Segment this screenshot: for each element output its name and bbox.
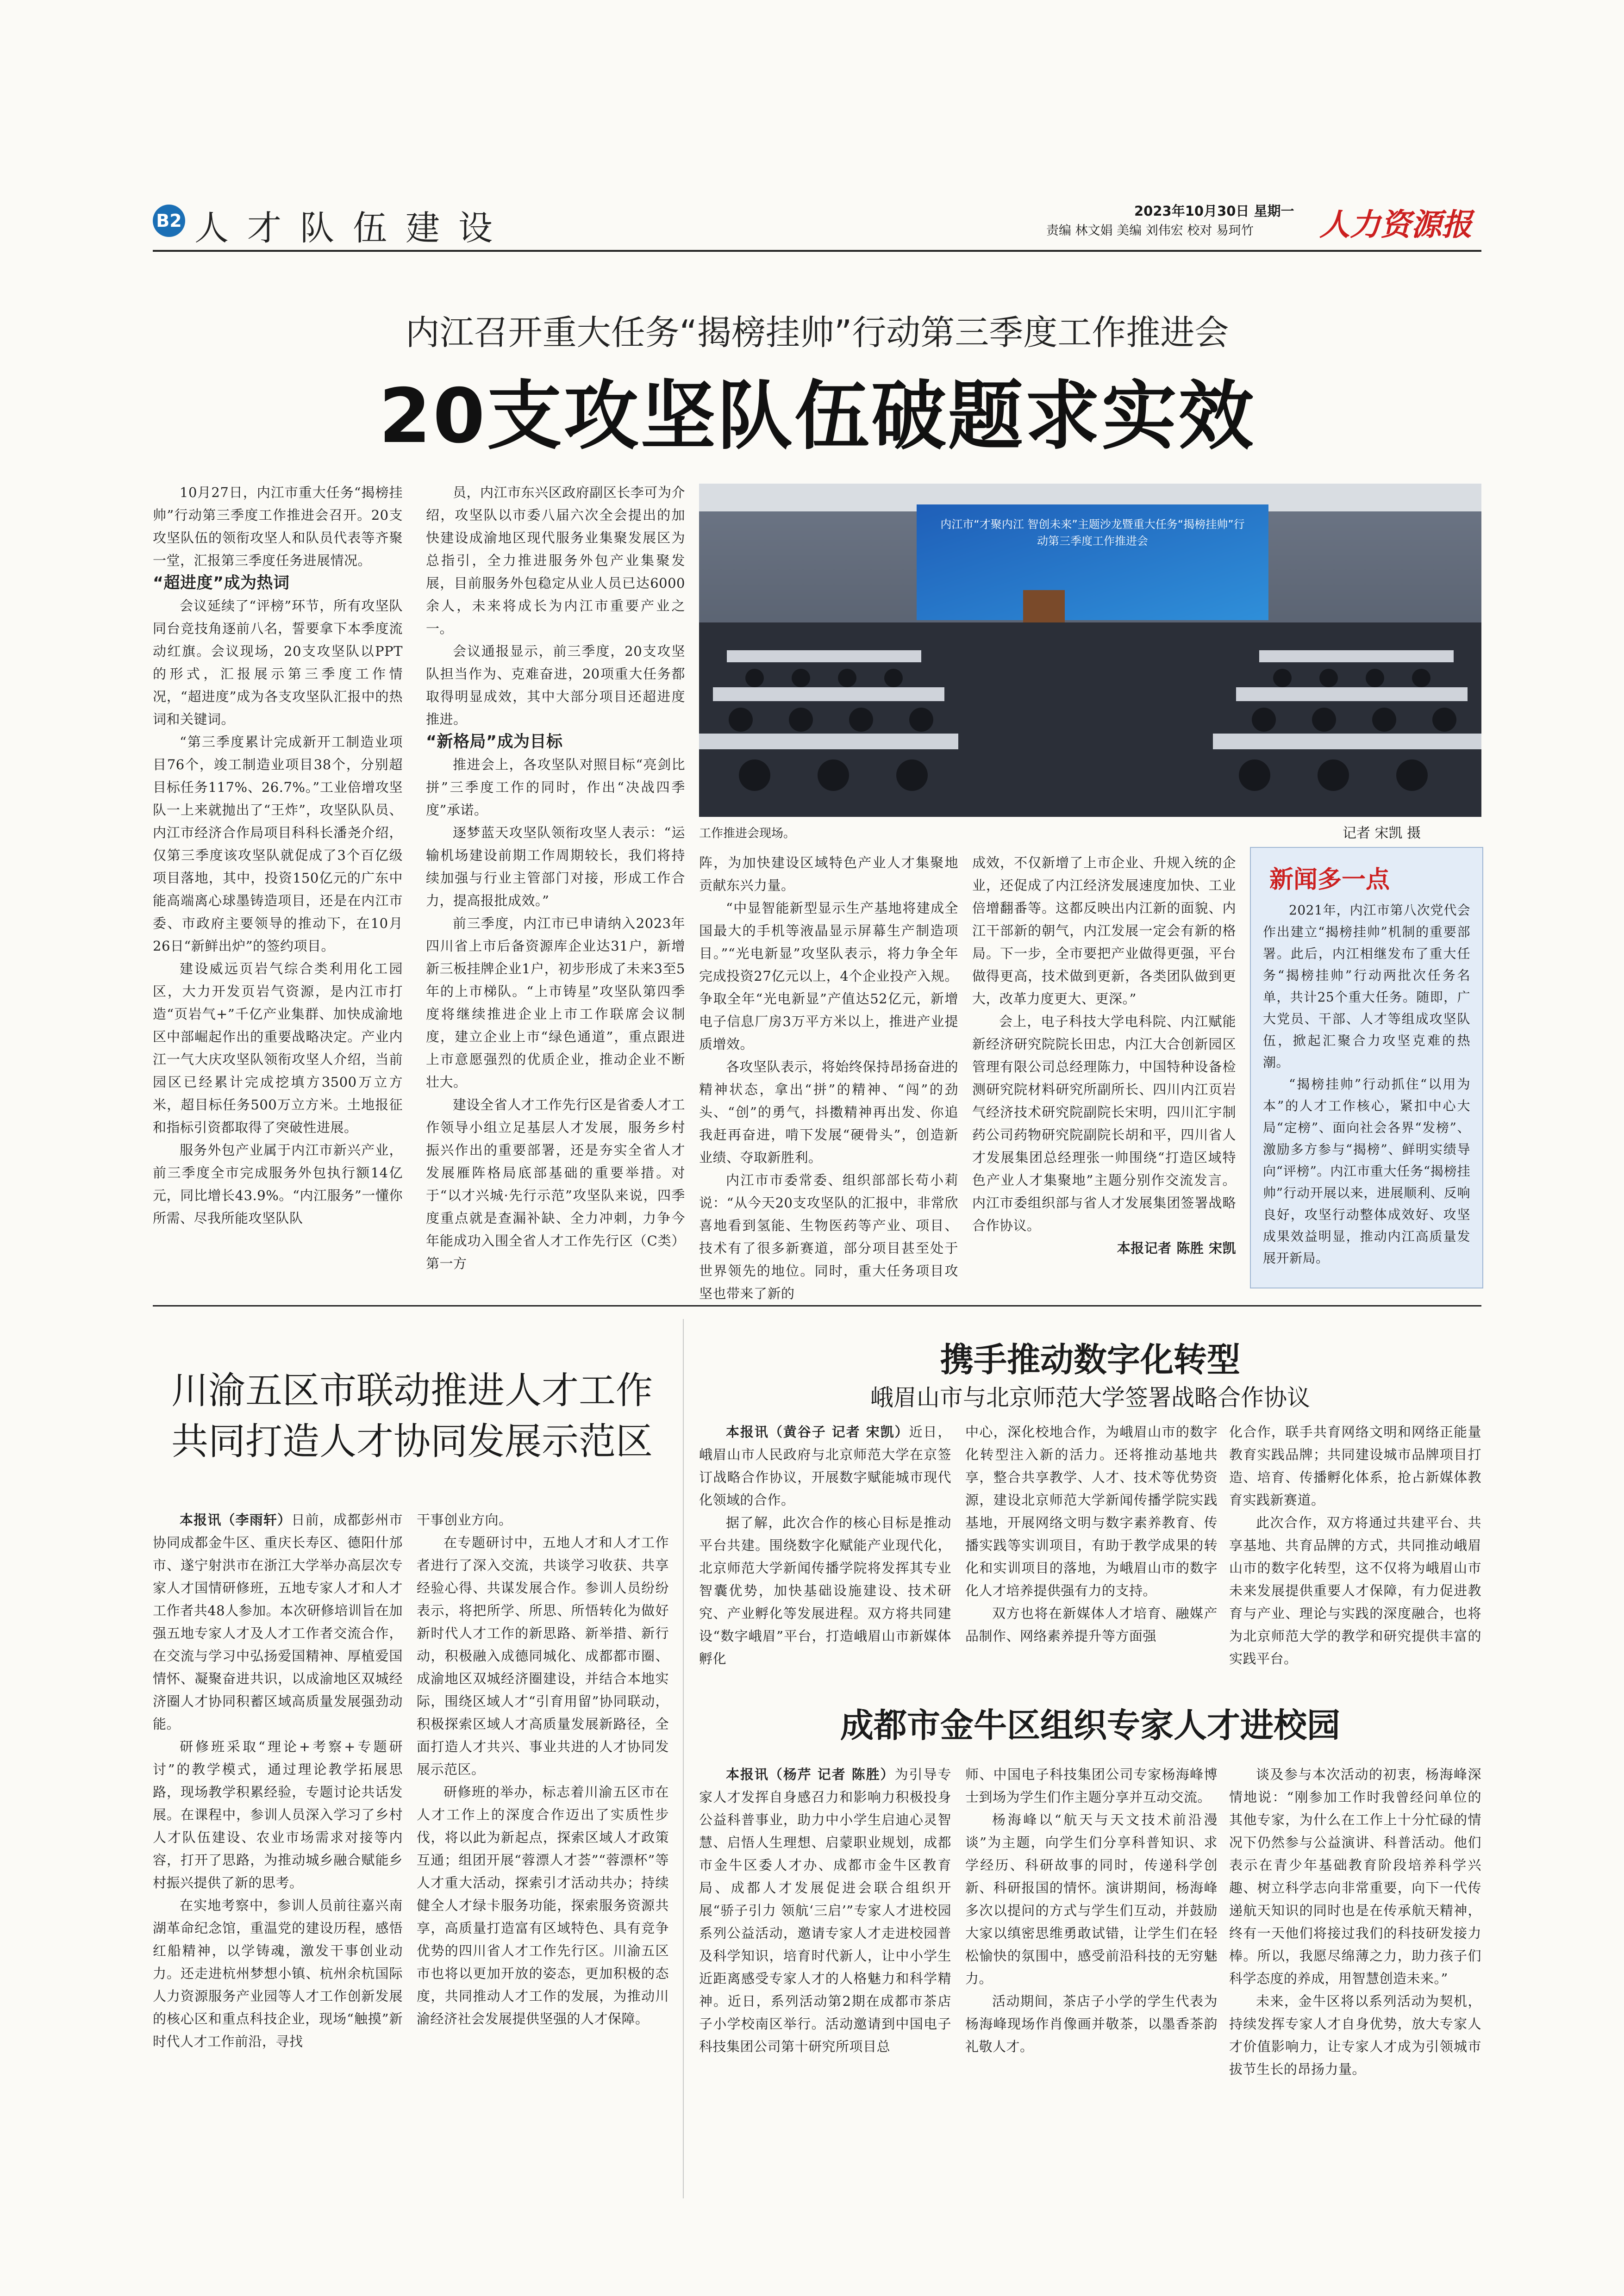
article-paragraph: 此次合作，双方将通过共建平台、共享基地、共育品牌的方式，共同推动峨眉山市的数字化转型，这不仅将为峨眉山市未来发展提供重要人才保障，有力促进教育与产业、理论与实践的深度融合，也将为北京师范大学的教学和研究提供丰富的实践平台。: [1229, 1515, 1481, 1667]
article-emeishan-subtitle: 峨眉山市与北京师范大学签署战略合作协议: [870, 1384, 1310, 1411]
article-byline: 本报讯（黄谷子 记者 宋凯）: [726, 1424, 909, 1440]
lead-paragraph: 各攻坚队表示，将始终保持昂扬奋进的精神状态，拿出“拼”的精神、“闯”的劲头、“创”的勇气，抖擞精神再出发、你追我赶再奋进，啃下发展“硬骨头”，创造新业绩、夺取新胜利。: [699, 1059, 958, 1165]
article-title-line: 川渝五区市联动推进人才工作: [171, 1369, 653, 1412]
issue-date: [1134, 201, 1294, 220]
lead-paragraph: 内江市市委常委、组织部部长苟小莉说：“从今天20支攻坚队的汇报中，非常欣喜地看到氢能、生物医药等产业、项目、技术有了很多新赛道，部分项目甚至处于世界领先的地位。同时，重大任务项目攻坚也带来了新的: [699, 1172, 958, 1301]
article-paragraph: 未来，金牛区将以系列活动为契机，持续发挥专家人才自身优势，放大专家人才价值影响力，让专家人才成为引领城市拔节生长的昂扬力量。: [1229, 1993, 1481, 2077]
article-jinniu-col3: [1229, 1763, 1481, 2081]
article-chuanyu-col1: [153, 1509, 403, 2053]
lead-photo: [699, 484, 1481, 817]
article-text: 近日，峨眉山市人民政府与北京师范大学在京签订战略合作协议，开展数字赋能城市现代化领域的合作。: [699, 1424, 951, 1508]
article-text: 日前，成都彭州市协同成都金牛区、重庆长寿区、德阳什邡市、遂宁射洪市在浙江大学举办高层次专家人才国情研修班，五地专家人才和人才工作者共48人参加。本次研修培训旨在加强五地专家人才及人才工作者交流合作，在交流与学习中弘扬爱国精神、厚植爱国情怀、凝聚奋进共识，以成渝地区双城经济圈人才协同积蓄区域高质量发展强劲动能。: [153, 1512, 403, 1732]
article-emeishan-title: 携手推动数字化转型: [940, 1340, 1240, 1379]
weekday-text: 星期一: [1254, 203, 1294, 219]
article-paragraph: 在专题研讨中，五地人才和人才工作者进行了深入交流，共谈学习收获、共享经验心得、共谋发展合作。参训人员纷纷表示，将把所学、所思、所悟转化为做好新时代人才工作的新思路、新举措、新行动，积极融入成德同城化、成都都市圈、成渝地区双城经济圈建设，并结合本地实际，围绕区域人才“引育用留”协同联动，积极探索区域人才高质量发展新路径，全面打造人才共兴、事业共进的人才协同发展示范区。: [417, 1535, 669, 1777]
article-title-line: 共同打造人才协同发展示范区: [171, 1420, 653, 1463]
lead-paragraph: 会上，电子科技大学电科院、内江赋能新经济研究院院长田忠，内江大合创新园区管理有限公司总经理陈力，中国特种设备检测研究院材料研究所副所长、四川内江页岩气经济技术研究院副院长宋明，四川汇宇制药公司药物研究院副院长胡和平，四川省人才发展集团总经理张一帅围绕“打造区域特色产业人才集聚地”主题分别作交流发言。内江市委组织部与省人才发展集团签署战略合作协议。: [972, 1014, 1236, 1233]
lead-kicker: 内江召开重大任务“揭榜挂帅”行动第三季度工作推进会: [405, 313, 1229, 353]
lead-headline: 20支攻坚队伍破题求实效: [379, 373, 1255, 460]
lead-paragraph: 会议延续了“评榜”环节，所有攻坚队同台竞技角逐前八名，誓要拿下本季度流动红旗。会议现场，20支攻坚队以PPT的形式，汇报展示第三季度工作情况，“超进度”成为各支攻坚队汇报中的热词和关键词。: [153, 598, 403, 727]
article-paragraph: 干事创业方向。: [417, 1512, 512, 1528]
article-paragraph: 化合作，联手共育网络文明和网络正能量教育实践品牌；共同建设城市品牌项目打造、培育、传播孵化体系，抢占新媒体教育实践新赛道。: [1229, 1424, 1481, 1508]
sidebar-paragraph: 2021年，内江市第八次党代会作出建立“揭榜挂帅”机制的重要部署。此后，内江相继发布了重大任务“揭榜挂帅”行动两批次任务名单，共计25个重大任务。随即，广大党员、干部、人才等组成攻坚队伍，掀起汇聚合力攻坚克难的热潮。: [1263, 902, 1470, 1070]
article-paragraph: 谈及参与本次活动的初衷，杨海峰深情地说：“刚参加工作时我曾经问单位的其他专家，为什么在工作上十分忙碌的情况下仍然参与公益演讲、科普活动。他们表示在青少年基础教育阶段培养科学兴趣、树立科学志向非常重要，向下一代传递航天知识的同时也是在传承航天精神，终有一天他们将接过我们的科技研发接力棒。所以，我愿尽绵薄之力，助力孩子们科学态度的养成，用智慧创造未来。”: [1229, 1767, 1481, 1986]
article-paragraph: 据了解，此次合作的核心目标是推动平台共建。围绕数字化赋能产业现代化，北京师范大学新闻传播学院将发挥其专业智囊优势，加快基础设施建设、技术研究、产业孵化等发展进程。双方将共同建设“数字峨眉”平台，打造峨眉山市新媒体孵化: [699, 1515, 951, 1667]
sidebar-paragraph: “揭榜挂帅”行动抓住“以用为本”的人才工作核心，紧扣中心大局“定榜”、面向社会各界“发榜”、激励多方参与“揭榜”、鲜明实绩导向“评榜”。内江市重大任务“揭榜挂帅”行动开展以来，进展顺利、反响良好，攻坚行动整体成效好、攻坚成果效益明显，推动内江高质量发展开新局。: [1263, 1076, 1470, 1266]
sidebar-title: 新闻多一点: [1269, 866, 1390, 894]
lead-subhead-1: “超进度”成为热词: [153, 574, 290, 592]
lead-paragraph: 建设全省人才工作先行区是省委人才工作领导小组立足基层人才发展，服务乡村振兴作出的重要部署，还是夯实全省人才发展雁阵格局底部基础的重要举措。对于“以才兴城·先行示范”攻坚队来说，四季度重点就是查漏补缺、全力冲刺，力争今年能成功入围全省人才工作先行区（C类）第一方: [426, 1097, 685, 1271]
paper-name-logo: 人力资源报: [1319, 207, 1472, 243]
article-jinniu-col2: [965, 1763, 1218, 2058]
article-chuanyu-title: [153, 1365, 671, 1467]
article-jinniu-title: 成都市金牛区组织专家人才进校园: [840, 1706, 1340, 1745]
lead-paragraph: 服务外包产业属于内江市新兴产业，前三季度全市完成服务外包执行额14亿元，同比增长43.9%。“内江服务”一懂你所需、尽我所能攻坚队队: [153, 1142, 403, 1226]
article-emeishan-col3: [1229, 1421, 1481, 1670]
news-sidebar: [1250, 847, 1483, 1288]
lead-paragraph: 前三季度，内江市已申请纳入2023年四川省上市后备资源库企业达31户，新增新三板挂牌企业1户，初步形成了未来3至5年的上市梯队。“上市铸星”攻坚队第四季度将继续推进企业上市工作联席会议制度，建立企业上市“绿色通道”，重点跟进上市意愿强烈的优质企业，推动企业不断壮大。: [426, 915, 685, 1090]
article-paragraph: 师、中国电子科技集团公司专家杨海峰博士到场为学生们作主题分享并互动交流。: [965, 1767, 1218, 1805]
article-paragraph: 杨海峰以“航天与天文技术前沿漫谈”为主题，向学生们分享科普知识、求学经历、科研故事的同时，传递科学创新、科研报国的情怀。演讲期间，杨海峰多次以提问的方式与学生们互动，并鼓励大家以缜密思维勇敢试错，让学生们在轻松愉快的氛围中，感受前沿科技的无穷魅力。: [965, 1812, 1218, 1986]
lead-subhead-2: “新格局”成为目标: [426, 733, 563, 751]
lead-byline: 本报记者 陈胜 宋凯: [1117, 1240, 1236, 1256]
lead-column-3: [699, 852, 958, 1305]
article-paragraph: 在实地考察中，参训人员前往嘉兴南湖革命纪念馆，重温党的建设历程，感悟红船精神，以学铸魂，激发干事创业动力。还走进杭州梦想小镇、杭州余杭国际人力资源服务产业园等人才工作创新发展的核心区和重点科技企业，现场“触摸”新时代人才工作前沿，寻找: [153, 1898, 403, 2049]
lead-paragraph: 推进会上，各攻坚队对照目标“亮剑比拼”三季度工作的同时，作出“决战四季度”承诺。: [426, 757, 685, 818]
column-divider: [683, 1319, 684, 2198]
lead-paragraph: 会议通报显示，前三季度，20支攻坚队担当作为、克难奋进，20项重大任务都取得明显成效，其中大部分项目还超进度推进。: [426, 643, 685, 727]
article-text: 为引导专家人才发挥自身感召力和影响力积极投身公益科普事业，助力中小学生启迪心灵智慧、启悟人生理想、启蒙职业规划，成都市金牛区委人才办、成都市金牛区教育局、成都人才发展促进会联合组织开展“骄子引力 领航‘三启’”专家人才进校园系列公益活动，邀请专家人才走进校园普及科学知识，培育时代新人，让中小学生近距离感受专家人才的人格魅力和科学精神。近日，系列活动第2期在成都市茶店子小学校南区举行。活动邀请到中国电子科技集团公司第十研究所项目总: [699, 1767, 951, 2054]
photo-screen-text: 内江市“才聚内江 智创未来”主题沙龙暨重大任务“揭榜挂帅”行动第三季度工作推进会: [940, 518, 1245, 548]
article-paragraph: 研修班采取“理论+考察+专题研讨”的教学模式，通过理论教学拓展思路，现场教学积累经验，专题讨论共话发展。在课程中，参训人员深入学习了乡村人才队伍建设、农业市场需求对接等内容，打开了思路，为推动城乡融合赋能乡村振兴提供了新的思考。: [153, 1739, 403, 1891]
lead-paragraph: 10月27日，内江市重大任务“揭榜挂帅”行动第三季度工作推进会召开。20支攻坚队伍的领衔攻坚人和队员代表等齐聚一堂，汇报第三季度任务进展情况。: [153, 485, 403, 568]
article-paragraph: [699, 1763, 951, 2058]
article-jinniu-col1: [699, 1763, 951, 2058]
photo-caption: 工作推进会现场。: [699, 827, 796, 840]
lead-paragraph: 阵，为加快建设区域特色产业人才集聚地贡献东兴力量。: [699, 855, 958, 893]
lead-paragraph: 逐梦蓝天攻坚队领衔攻坚人表示：“运输机场建设前期工作周期较长，我们将持续加强与行业主管部门对接，形成工作合力，提高报批成效。”: [426, 825, 685, 908]
article-paragraph: 活动期间，茶店子小学的学生代表为杨海峰现场作肖像画并敬茶，以墨香茶韵礼敬人才。: [965, 1993, 1218, 2054]
lead-column-4: [972, 852, 1236, 1260]
header-rule: [153, 250, 1481, 252]
page-code-badge: B2: [153, 205, 185, 237]
lead-paragraph: “第三季度累计完成新开工制造业项目76个，竣工制造业项目38个，分别超目标任务117%、26.7%。”工业倍增攻坚队一上来就抛出了“王炸”，攻坚队队员、内江市经济合作局项目科科长潘尧介绍，仅第三季度该攻坚队就促成了3个百亿级项目落地，其中，投资150亿元的广东中能高端离心球墨铸造项目，还是在内江市委、市政府主要领导的推动下，在10月26日“新鲜出炉”的签约项目。: [153, 734, 403, 954]
article-emeishan-col2: [965, 1421, 1218, 1648]
article-paragraph: 双方也将在新媒体人才培育、融媒产品制作、网络素养提升等方面强: [965, 1605, 1218, 1644]
article-byline: 本报讯（李雨轩）: [180, 1512, 292, 1528]
lead-paragraph: “中显智能新型显示生产基地将建成全国最大的手机等液晶显示屏幕生产制造项目。”“光电新显”攻坚队表示，将力争全年完成投资27亿元以上，4个企业投产入规。争取全年“光电新显”产值达52亿元，新增电子信息厂房3万平方米以上，推进产业提质增效。: [699, 900, 958, 1052]
editor-line: 责编 林文娟 美编 刘伟宏 校对 易珂竹: [1046, 224, 1254, 238]
lead-column-1: [153, 481, 403, 1230]
section-divider: [153, 1305, 1481, 1307]
article-paragraph: [153, 1509, 403, 1736]
lead-paragraph: 建设威远页岩气综合类利用化工园区，大力开发页岩气资源，是内江市打造“页岩气+”千亿产业集群、加快成渝地区中部崛起作出的重要战略决定。产业内江一气大庆攻坚队领衔攻坚人介绍，当前园区已经累计完成挖填方3500万立方米，超目标任务500万立方米。土地报征和指标引资都取得了突破性进展。: [153, 961, 403, 1135]
article-paragraph: 中心，深化校地合作，为峨眉山市的数字化转型注入新的活力。还将推动基地共享，整合共享教学、人才、技术等优势资源，建设北京师范大学新闻传播学院实践基地，开展网络文明与数字素养教育、传播实践等实训项目，有助于教学成果的转化和实训项目的落地，为峨眉山市的数字化人才培养提供强有力的支持。: [965, 1424, 1218, 1599]
photo-credit: 记者 宋凯 摄: [1343, 825, 1421, 841]
article-emeishan-col1: [699, 1421, 951, 1670]
lead-paragraph: 成效，不仅新增了上市企业、升规入统的企业，还促成了内江经济发展速度加快、工业倍增翻番等。这都反映出内江新的面貌、内江干部新的朝气，内江发展一定会有新的格局。下一步，全市要把产业做得更强，平台做得更高，技术做到更新，各类团队做到更大，改革力度更大、更深。”: [972, 855, 1236, 1007]
section-title: 人才队伍建设: [194, 208, 511, 248]
page-header: [153, 194, 1481, 248]
lead-column-2: [426, 481, 685, 1275]
lead-paragraph: 员，内江市东兴区政府副区长李可为介绍，攻坚队以市委八届六次全会提出的加快建设成渝地区现代服务业集聚发展区为总指引，全力推进服务外包产业集聚发展，目前服务外包稳定从业人员已达6000余人，未来将成长为内江市重要产业之一。: [426, 485, 685, 636]
date-text: 2023年10月30日: [1134, 203, 1249, 219]
article-paragraph: 研修班的举办，标志着川渝五区市在人才工作上的深度合作迈出了实质性步伐，将以此为新起点，探索区域人才政策互通；组团开展“蓉漂人才荟”“蓉漂杯”等人才重大活动，探索引才活动共办；持续健全人才绿卡服务功能，探索服务资源共享，高质量打造富有区域特色、具有竞争优势的四川省人才工作先行区。川渝五区市也将以更加开放的姿态，更加积极的态度，共同推动人才工作的发展，为推动川渝经济社会发展提供坚强的人才保障。: [417, 1784, 669, 2027]
article-byline: 本报讯（杨芹 记者 陈胜）: [726, 1767, 895, 1782]
article-chuanyu-col2: [417, 1509, 669, 2030]
article-paragraph: [699, 1421, 951, 1512]
